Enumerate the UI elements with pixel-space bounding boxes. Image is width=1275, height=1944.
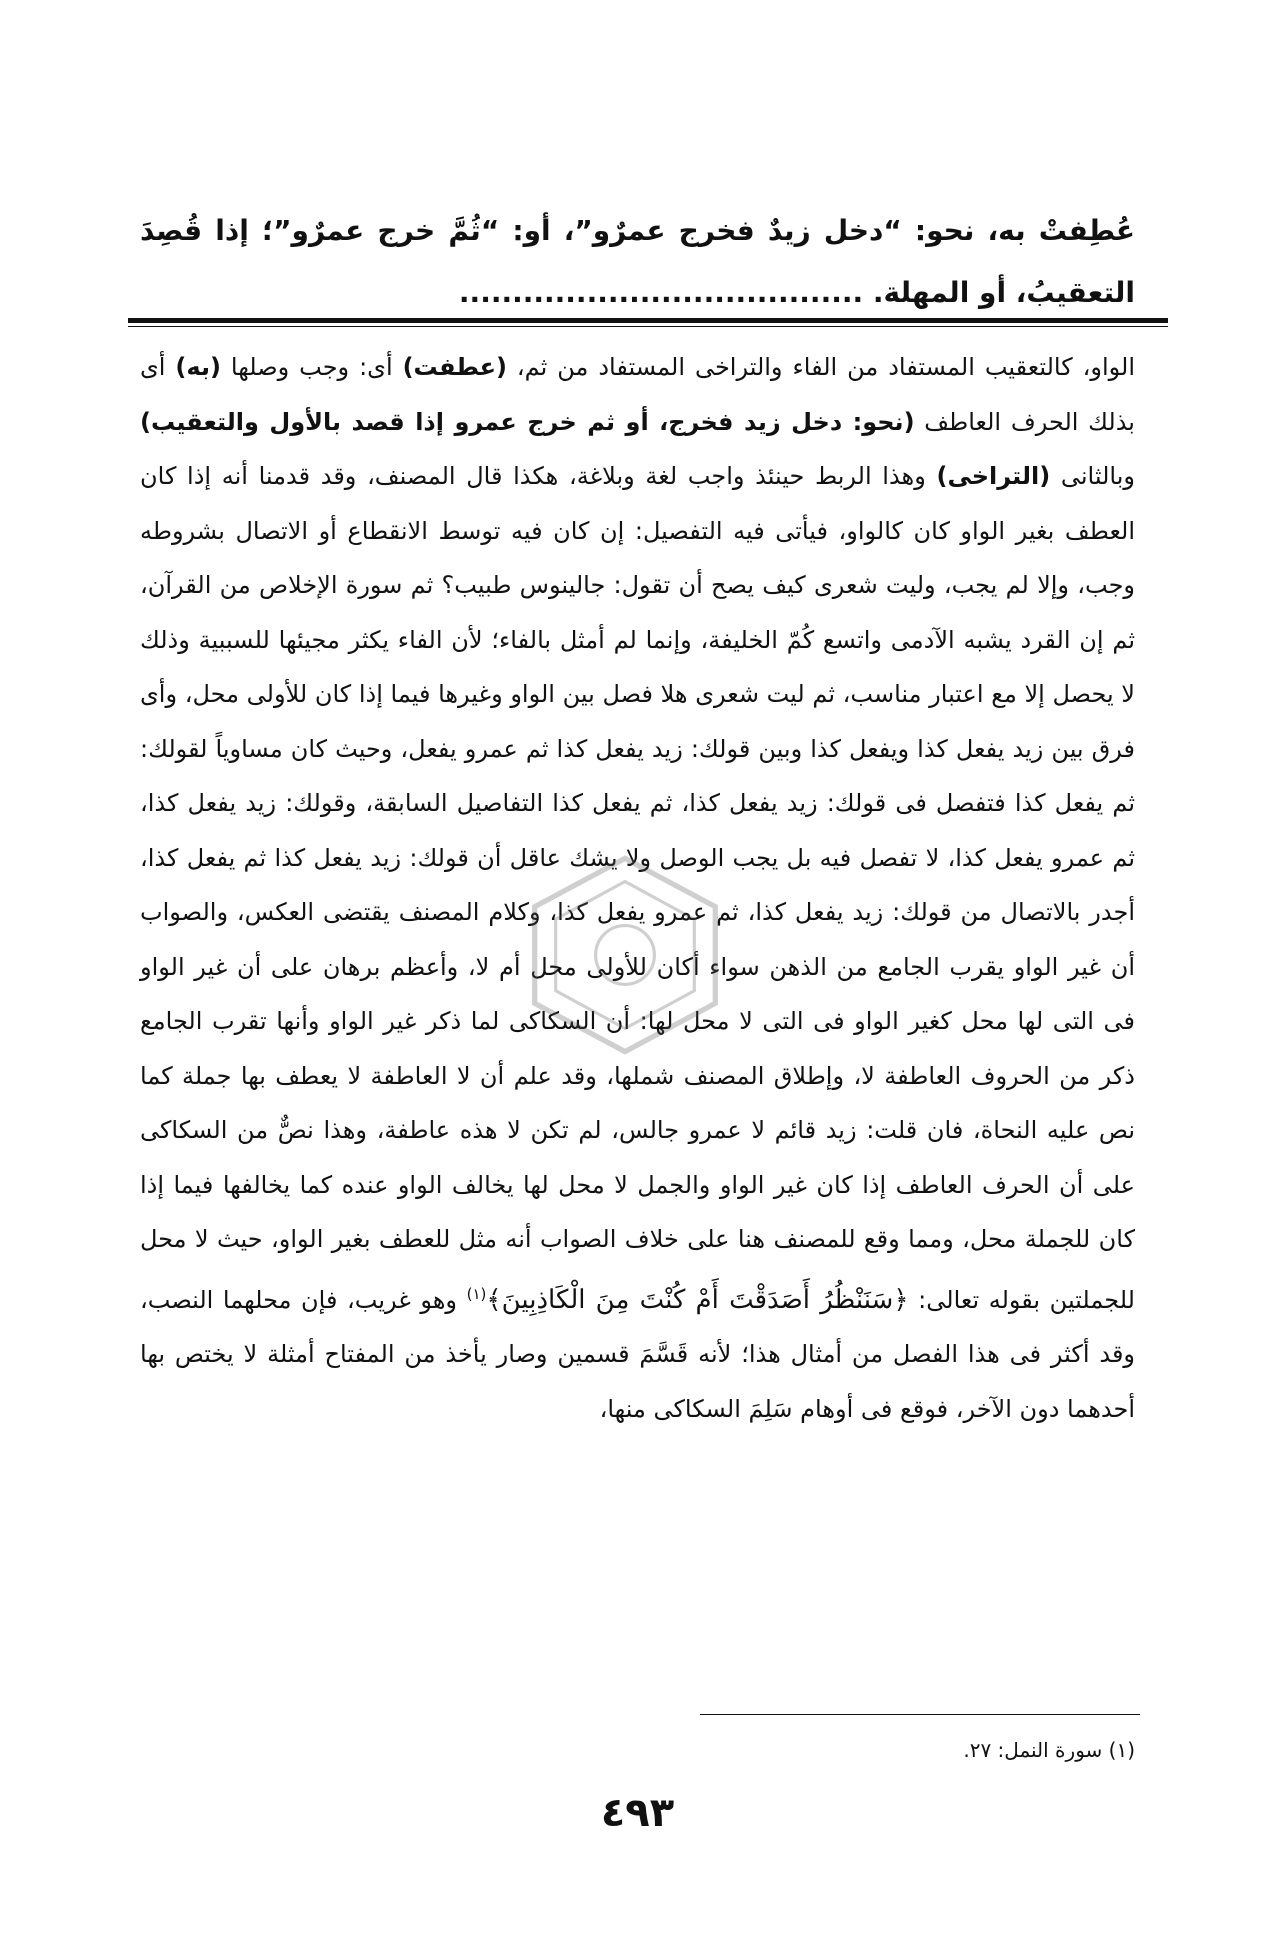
matn-dots: ...................................... [458, 276, 864, 309]
sharh-quoted-matn: (نحو: دخل زيد فخرج، أو ثم خرج عمرو إذا قصد بالأول والتعقيب) [140, 407, 915, 436]
footnote-reference: (١) [466, 1284, 487, 1303]
sharh-quoted-matn: (عطفت) [402, 353, 507, 381]
separator-thick-rule [128, 318, 1168, 323]
sharh-text: أى بذلك الحرف العاطف [140, 353, 1135, 436]
sharh-text: أى: وجب وصلها [220, 353, 403, 381]
separator-thin-rule [128, 326, 1168, 327]
footnote-text: (١) سورة النمل: ٢٧. [963, 1738, 1135, 1762]
matn-text [140, 200, 1135, 324]
quran-verse: ﴿سَنَنْظُرُ أَصَدَقْتَ أَمْ كُنْتَ مِنَ الْكَاذِبِينَ﴾ [486, 1284, 909, 1315]
page-number: ٤٩٣ [600, 1790, 675, 1836]
sharh-text: وهو غريب، فإن محلهما النصب، وقد أكثر فى هذا الفصل من أمثال هذا؛ لأنه قَسَّمَ قسمين وصار يأخذ من المفتاح أمثلة لا يختص بها أحدهما دون الآخر، فوقع فى أوهام سَلِمَ السكاكى منها، [140, 1285, 1135, 1423]
sharh-text: الواو، كالتعقيب المستفاد من الفاء والتراخى المستفاد من ثم، [506, 353, 1135, 381]
library-seal-watermark [520, 850, 730, 1060]
sharh-text: وهذا الربط حينئذ واجب لغة وبلاغة، هكذا قال المصنف، وقد قدمنا أنه إذا كان العطف بغير الواو كان كالواو، فيأتى فيه التفصيل: إن كان فيه توسط الانقطاع أو الاتصال بشروطه وجب، وإلا لم يجب، وليت شعرى كيف يصح أن تقول: جالينوس طبيب؟ ثم سورة الإخلاص من القرآن، ثم إن القرد يشبه الآدمى واتسع كُمّ الخليفة، وإنما لم أمثل بالفاء؛ لأن الفاء يكثر مجيئها للسببية وذلك لا يحصل إلا مع اعتبار مناسب، ثم ليت شعرى هلا فصل بين الواو وغيرها فيما إذا كان للأولى محل، وأى فرق بين زيد يفعل كذا ويفعل كذا وبين قولك: زيد يفعل كذا ثم عمرو يفعل، وحيث كان مساوياً لقولك: ثم يفعل كذا فتفصل فى قولك: زيد يفعل كذا، ثم يفعل كذا التفاصيل السابقة، وقولك: زيد يفعل كذا، ثم عمرو يفعل كذا، لا تفصل فيه بل يجب الوصل ولا يشك عاقل أن قولك: زيد يفعل كذا ثم يفعل كذا، أجدر بالاتصال من قولك: زيد يفعل كذا، ثم عمرو يفعل كذا، وكلام المصنف يقتضى العكس، والصواب أن غير الواو يقرب الجامع من الذهن سواء أكان للأولى محل أم لا، وأعظم برهان على أن غير الواو فى التى لها محل كغير الواو فى التى لا محل لها: أن السكاكى لما ذكر غير الواو وأنها تقرب الجامع ذكر من الحروف العاطفة لا، وإطلاق المصنف شملها، وقد علم أن لا العاطفة لا يعطف بها جملة كما نص عليه النحاة، فان قلت: زيد قائم لا عمرو جالس، لم تكن لا هذه عاطفة، وهذا نصٌّ من السكاكى على أن الحرف العاطف إذا كان غير الواو والجمل لا محل لها يخالف الواو عنده كما يخالفها فيما إذا كان للجملة محل، ومما وقع للمصنف هنا على خلاف الصواب أنه مثل للعطف بغير الواو، حيث لا محل للجملتين بقوله تعالى: [140, 462, 1135, 1314]
matn-body: عُطِفتْ به، نحو: “دخل زيدٌ فخرج عمرٌو”، أو: “ثُمَّ خرج عمرٌو”؛ إذا قُصِدَ التعقيبُ، أو المهلة. [140, 214, 1135, 309]
sharh-quoted-matn: (التراخى) [936, 462, 1051, 490]
sharh-text: وبالثانى [1050, 462, 1135, 490]
sharh-quoted-matn: (به) [175, 353, 221, 381]
footnote-separator [700, 1714, 1140, 1715]
